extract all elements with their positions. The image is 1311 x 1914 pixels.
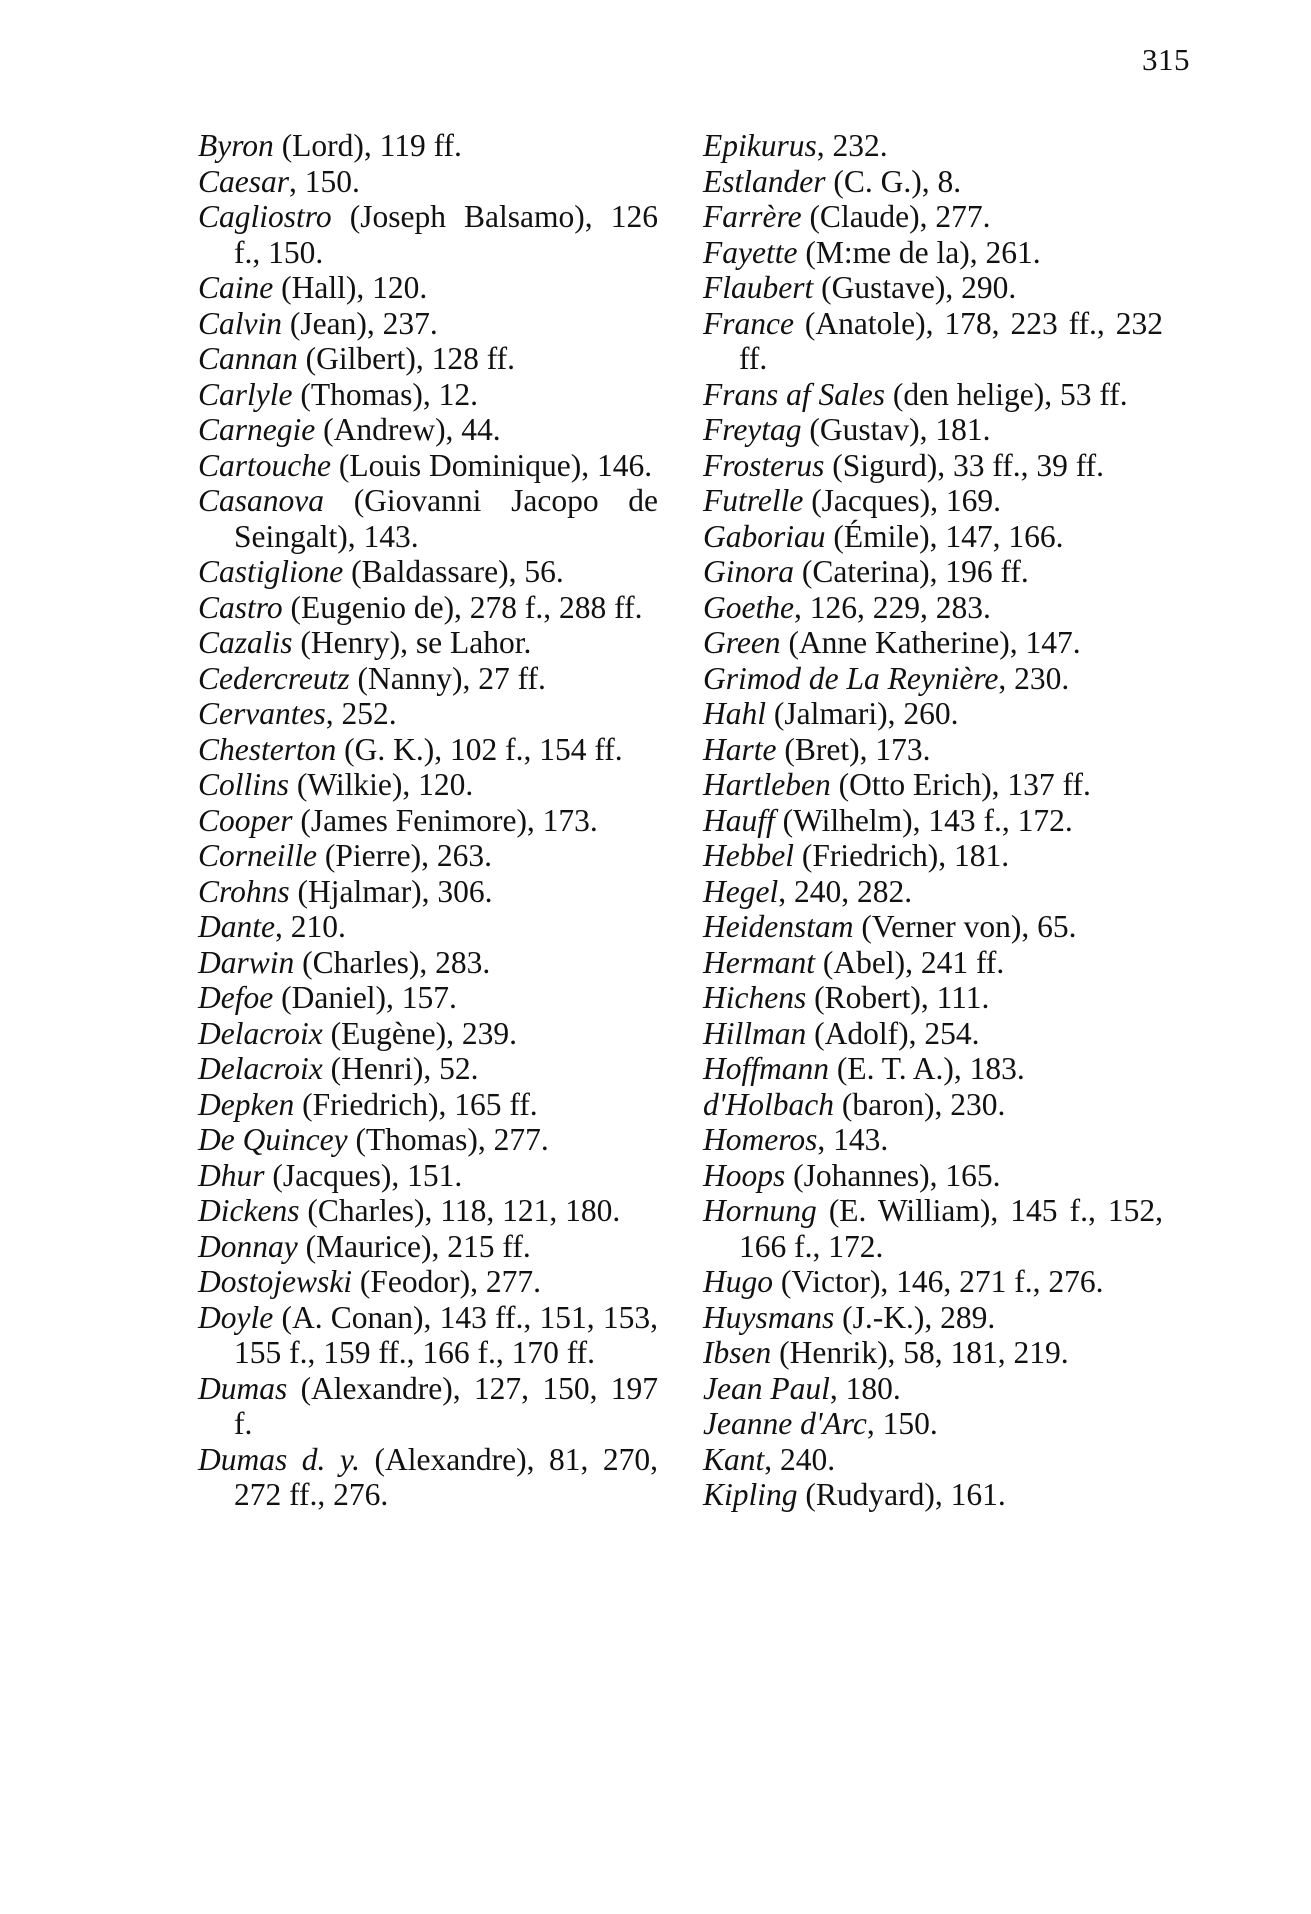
index-entry (198, 1442, 658, 1513)
entry-details: (Hjalmar), 306. (289, 873, 493, 909)
index-entry (703, 554, 1163, 590)
index-entry (703, 164, 1163, 200)
entry-details: (Alexandre), 127, 150, 197 f. (234, 1370, 658, 1441)
page-number: 315 (1142, 42, 1190, 77)
index-column-left (198, 128, 658, 1513)
index-entry (198, 874, 658, 910)
entry-name: Hermant (703, 944, 815, 980)
index-entry (198, 1051, 658, 1087)
entry-details: (Hall), 120. (273, 270, 428, 305)
entry-details: (Thomas), 277. (347, 1122, 549, 1157)
entry-details: (Charles), 118, 121, 180. (299, 1193, 621, 1228)
entry-name: Casanova (198, 483, 324, 518)
entry-details: (Abel), 241 ff. (815, 944, 1005, 980)
entry-name: France (703, 305, 794, 341)
entry-details: (E. William), 145 f., 152, 166 f., 172. (739, 1193, 1163, 1264)
entry-name: Carnegie (198, 412, 316, 447)
entry-name: Cooper (198, 802, 293, 838)
entry-name: Hillman (703, 1015, 807, 1051)
entry-name: Freytag (703, 412, 802, 447)
entry-details: (Henri), 52. (322, 1051, 479, 1086)
index-entry (703, 980, 1163, 1016)
entry-details: (Jacques), 151. (264, 1157, 463, 1193)
entry-name: Hebbel (703, 838, 794, 873)
entry-name: Collins (198, 767, 290, 802)
index-entry (703, 270, 1163, 306)
entry-details: (Daniel), 157. (273, 980, 457, 1015)
entry-name: Hichens (703, 980, 807, 1015)
entry-details: (Louis Dominique), 146. (330, 447, 653, 483)
index-entry (198, 483, 658, 554)
entry-name: Darwin (198, 944, 295, 980)
entry-name: Futrelle (703, 483, 804, 518)
index-entry (703, 625, 1163, 661)
entry-details: (Andrew), 44. (315, 412, 501, 447)
entry-name: Calvin (198, 305, 282, 341)
index-entry (703, 412, 1163, 448)
entry-details: (G. K.), 102 f., 154 ff. (336, 731, 623, 767)
entry-details: (Jalmari), 260. (766, 696, 959, 731)
entry-name: Hahl (703, 696, 766, 731)
entry-details: (Alexandre), 81, 270, 272 ff., 276. (234, 1441, 658, 1512)
entry-details: (Rudyard), 161. (797, 1477, 1006, 1512)
index-entry (198, 1122, 658, 1158)
entry-name: Dante (198, 909, 275, 944)
index-entry (703, 696, 1163, 732)
entry-name: Frosterus (703, 447, 825, 483)
entry-details: (Anatole), 178, 223 ff., 232 ff. (739, 305, 1163, 376)
entry-details: (Wilkie), 120. (289, 767, 474, 802)
entry-details: (James Fenimore), 173. (292, 802, 598, 838)
entry-details: (Eugène), 239. (322, 1015, 517, 1051)
entry-name: Epikurus (703, 128, 817, 163)
entry-details: (Henry), se Lahor. (292, 625, 532, 660)
entry-details: , 240, 282. (778, 873, 913, 909)
entry-name: Frans af Sales (703, 376, 886, 412)
entry-name: Cazalis (198, 625, 293, 660)
index-entry (198, 909, 658, 945)
index-entry (703, 1158, 1163, 1194)
entry-name: Ibsen (703, 1335, 772, 1370)
entry-details: (Jacques), 169. (803, 483, 1002, 518)
index-entry (703, 1442, 1163, 1478)
entry-details: (Otto Erich), 137 ff. (830, 767, 1091, 802)
entry-name: Crohns (198, 873, 290, 909)
entry-name: Delacroix (198, 1015, 323, 1051)
index-entry (198, 412, 658, 448)
entry-details: (Sigurd), 33 ff., 39 ff. (824, 447, 1105, 483)
entry-details: (Gustav), 181. (801, 412, 991, 447)
index-column-right (703, 128, 1163, 1513)
entry-details: (E. T. A.), 183. (829, 1051, 1025, 1086)
entry-details: (Émile), 147, 166. (825, 518, 1064, 554)
index-entry (703, 306, 1163, 377)
index-entry (703, 199, 1163, 235)
entry-details: (Maurice), 215 ff. (297, 1228, 531, 1264)
entry-details: (Giovanni Jacopo de Seingalt), 143. (234, 483, 658, 554)
entry-name: Depken (198, 1086, 295, 1122)
entry-name: Heidenstam (703, 909, 854, 944)
entry-details: (C. G.), 8. (825, 163, 962, 199)
entry-name: Cannan (198, 341, 298, 376)
index-entry (703, 1300, 1163, 1336)
index-entry (703, 1371, 1163, 1407)
entry-name: Hartleben (703, 767, 831, 802)
index-entry (703, 803, 1163, 839)
index-entry (198, 767, 658, 803)
index-entry (198, 625, 658, 661)
index-entry (198, 128, 658, 164)
entry-details: (Baldassare), 56. (343, 554, 564, 589)
entry-name: Kipling (703, 1477, 798, 1512)
index-entry (703, 448, 1163, 484)
entry-name: Dickens (198, 1193, 300, 1228)
entry-name: Dumas (198, 1370, 288, 1406)
index-entry (703, 1087, 1163, 1123)
entry-name: Ginora (703, 554, 795, 589)
index-entry (198, 306, 658, 342)
entry-name: Hugo (703, 1264, 773, 1299)
entry-name: Cedercreutz (198, 660, 350, 696)
entry-name: Jeanne d'Arc (703, 1406, 867, 1441)
entry-details: (Wilhelm), 143 f., 172. (774, 802, 1073, 838)
entry-details: (Victor), 146, 271 f., 276. (773, 1264, 1104, 1299)
entry-details: (baron), 230. (833, 1086, 1006, 1122)
index-entry (198, 199, 658, 270)
index-entry (703, 1477, 1163, 1513)
entry-details: (Joseph Balsamo), 126 f., 150. (234, 199, 658, 270)
entry-details: (Gustave), 290. (813, 270, 1017, 305)
entry-name: Cervantes (198, 696, 326, 731)
entry-name: Jean Paul (703, 1370, 830, 1406)
entry-name: Doyle (198, 1299, 274, 1335)
index-entry (198, 1229, 658, 1265)
index-entry (703, 874, 1163, 910)
entry-name: Kant (703, 1441, 765, 1477)
entry-details: (Caterina), 196 ff. (794, 554, 1029, 589)
index-entry (198, 590, 658, 626)
entry-details: (Verner von), 65. (853, 909, 1077, 944)
entry-name: Gaboriau (703, 518, 826, 554)
entry-name: d'Holbach (703, 1086, 834, 1122)
index-entry (198, 377, 658, 413)
index-entry (703, 377, 1163, 413)
entry-details: , 230. (998, 660, 1070, 696)
entry-name: Harte (703, 731, 777, 767)
entry-details: (Lord), 119 ff. (273, 128, 462, 163)
entry-name: Chesterton (198, 731, 337, 767)
entry-details: (Bret), 173. (776, 731, 931, 767)
entry-details: , 240. (764, 1441, 836, 1477)
index-entry (198, 838, 658, 874)
entry-name: Hoffmann (703, 1051, 829, 1086)
entry-name: Cagliostro (198, 199, 332, 234)
entry-name: Huysmans (703, 1299, 835, 1335)
entry-details: , 150. (289, 163, 360, 199)
entry-details: (Eugenio de), 278 f., 288 ff. (282, 589, 643, 625)
entry-name: Dumas d. y. (198, 1441, 360, 1477)
index-entry (198, 980, 658, 1016)
entry-name: Fayette (703, 234, 798, 270)
entry-name: Byron (198, 128, 274, 163)
entry-details: (den helige), 53 ff. (885, 376, 1128, 412)
entry-details: , 126, 229, 283. (793, 589, 991, 625)
index-entry (703, 590, 1163, 626)
entry-details: (Charles), 283. (294, 944, 491, 980)
entry-name: Hornung (703, 1193, 817, 1228)
entry-name: Homeros (703, 1122, 818, 1157)
entry-details: (A. Conan), 143 ff., 151, 153, 155 f., 159 ff., 166 f., 170 ff. (234, 1299, 658, 1370)
entry-name: Delacroix (198, 1051, 323, 1086)
entry-name: Cartouche (198, 447, 331, 483)
entry-name: Defoe (198, 980, 274, 1015)
index-entry (198, 1158, 658, 1194)
entry-name: Hegel (703, 873, 779, 909)
entry-name: Dostojewski (198, 1264, 352, 1299)
entry-name: Castiglione (198, 554, 344, 589)
entry-name: Hauff (703, 802, 775, 838)
index-entry (198, 1087, 658, 1123)
entry-name: Castro (198, 589, 283, 625)
index-entry (703, 909, 1163, 945)
entry-details: , 252. (325, 696, 397, 731)
index-entry (703, 235, 1163, 271)
index-entry (703, 1335, 1163, 1371)
entry-details: (J.-K.), 289. (834, 1299, 996, 1335)
entry-details: (Friedrich), 165 ff. (294, 1086, 538, 1122)
index-entry (198, 696, 658, 732)
index-entry (198, 554, 658, 590)
entry-details: (Friedrich), 181. (793, 838, 1010, 873)
index-entry (198, 341, 658, 377)
index-entry (198, 945, 658, 981)
entry-details: (Robert), 111. (806, 980, 990, 1015)
entry-name: Carlyle (198, 376, 293, 412)
index-entry (703, 1016, 1163, 1052)
index-entry (703, 661, 1163, 697)
entry-name: Green (703, 625, 781, 660)
index-entry (703, 1122, 1163, 1158)
entry-details: (Gilbert), 128 ff. (297, 341, 516, 376)
entry-details: (Thomas), 12. (292, 376, 478, 412)
index-entry (703, 1051, 1163, 1087)
entry-details: , 143. (817, 1122, 889, 1157)
entry-name: Caesar (198, 163, 290, 199)
index-entry (198, 732, 658, 768)
entry-details: (Johannes), 165. (785, 1157, 1001, 1193)
index-entry (703, 838, 1163, 874)
entry-details: (Pierre), 263. (317, 838, 492, 873)
entry-name: Dhur (198, 1157, 265, 1193)
index-entry (198, 1264, 658, 1300)
index-entry (703, 1406, 1163, 1442)
index-entry (198, 1016, 658, 1052)
index-entry (703, 945, 1163, 981)
index-entry (703, 767, 1163, 803)
entry-details: (Henrik), 58, 181, 219. (771, 1335, 1069, 1370)
index-entry (198, 661, 658, 697)
index-entry (198, 270, 658, 306)
index-entry (198, 803, 658, 839)
entry-details: (Feodor), 277. (352, 1264, 541, 1299)
entry-details: (Anne Katherine), 147. (780, 625, 1081, 660)
index-entry (198, 1371, 658, 1442)
index-entry (703, 1193, 1163, 1264)
entry-name: Grimod de La Reynière (703, 660, 999, 696)
entry-name: De Quincey (198, 1122, 348, 1157)
entry-name: Flaubert (703, 270, 814, 305)
entry-details: (Jean), 237. (282, 305, 438, 341)
index-entry (703, 519, 1163, 555)
entry-name: Donnay (198, 1228, 298, 1264)
entry-details: , 180. (829, 1370, 901, 1406)
index-entry (198, 448, 658, 484)
entry-details: (Nanny), 27 ff. (349, 660, 546, 696)
index-entry (198, 1300, 658, 1371)
entry-details: , 232. (816, 128, 888, 163)
entry-details: , 210. (274, 909, 346, 944)
index-entry (198, 1193, 658, 1229)
entry-details: (Claude), 277. (801, 199, 991, 234)
entry-name: Hoops (703, 1157, 786, 1193)
entry-name: Goethe (703, 589, 794, 625)
index-entry (198, 164, 658, 200)
index-entry (703, 732, 1163, 768)
entry-name: Caine (198, 270, 274, 305)
entry-name: Corneille (198, 838, 317, 873)
index-entry (703, 483, 1163, 519)
entry-details: (M:me de la), 261. (797, 234, 1041, 270)
entry-name: Farrère (703, 199, 802, 234)
entry-details: (Adolf), 254. (806, 1015, 980, 1051)
entry-name: Estlander (703, 163, 826, 199)
entry-details: , 150. (866, 1406, 938, 1441)
index-entry (703, 128, 1163, 164)
index-entry (703, 1264, 1163, 1300)
